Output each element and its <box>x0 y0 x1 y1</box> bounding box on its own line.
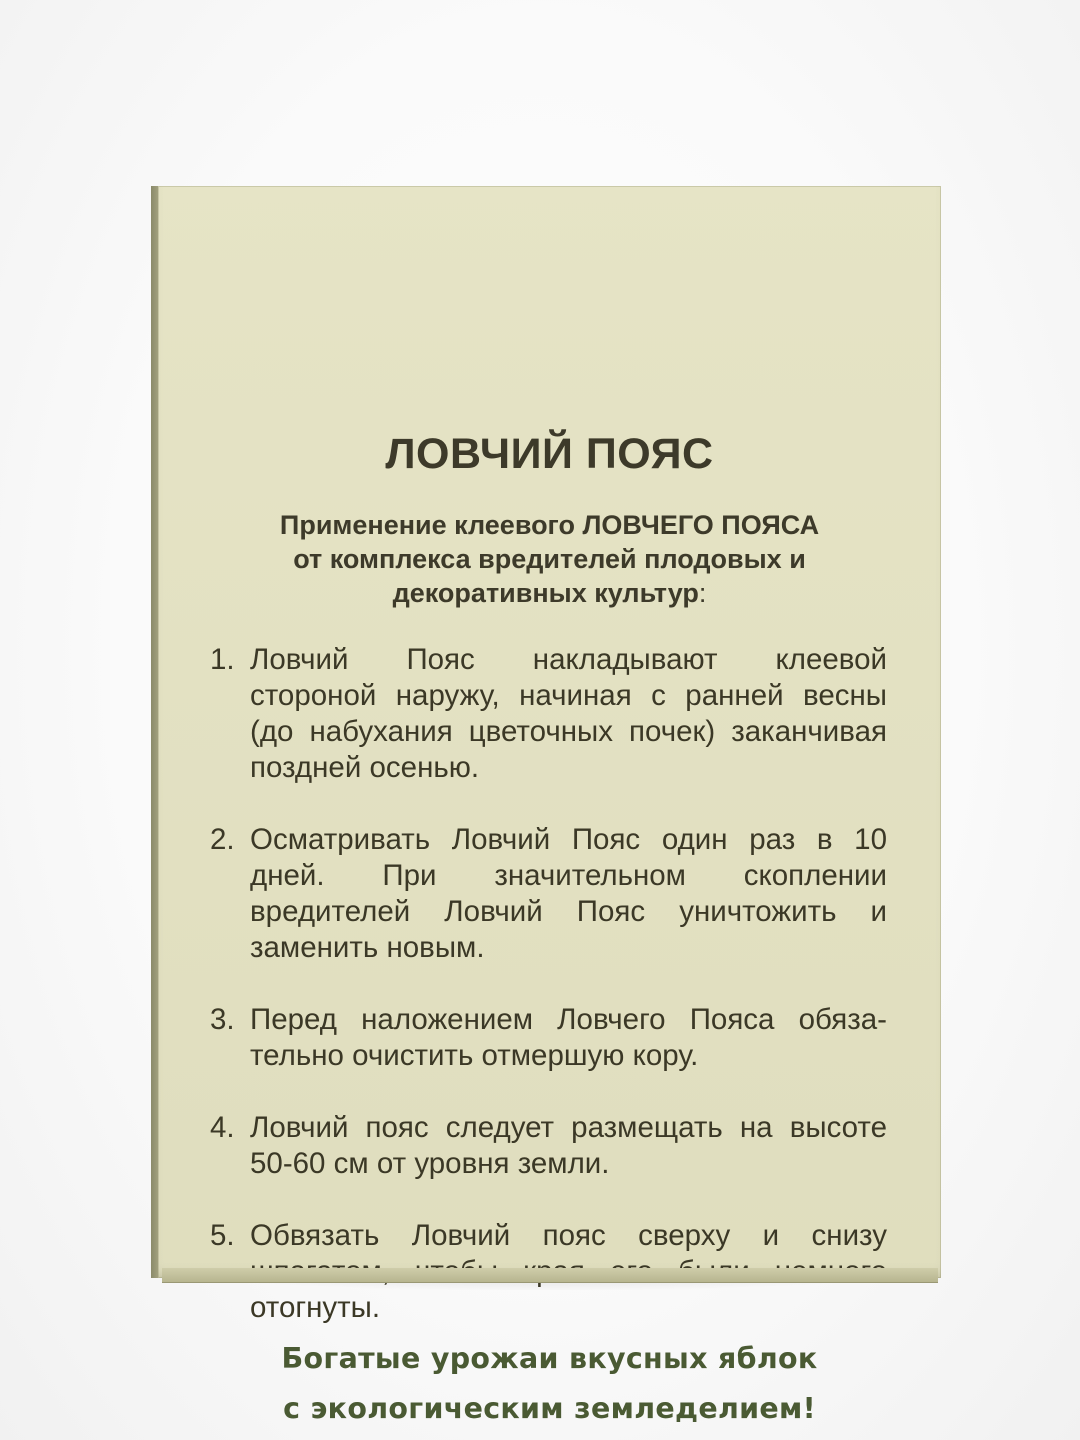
step-text-line: поздней осенью. <box>250 751 480 784</box>
step-text-line: Ловчий Пояс накладывают клеевой <box>250 643 887 676</box>
step-number: 3. <box>210 1003 235 1036</box>
subtitle-line: от комплекса вредителей плодовых и <box>293 544 806 574</box>
step-text-line: тельно очистить отмершую кору. <box>250 1039 699 1072</box>
label-title: ЛОВЧИЙ ПОЯС <box>385 430 714 478</box>
box-bottom-edge <box>162 1268 938 1283</box>
product-box <box>158 186 941 1425</box>
step-number: 4. <box>210 1111 235 1144</box>
label-subtitle <box>218 508 881 610</box>
subtitle-line-text: декоративных культур <box>392 578 699 608</box>
step-text-line: Осматривать Ловчий Пояс один раз в 10 <box>250 823 887 856</box>
slogan <box>158 1334 941 1434</box>
subtitle-line: Применение клеевого ЛОВЧЕГО ПОЯСА <box>279 510 820 540</box>
instruction-step <box>200 822 887 966</box>
subtitle-colon: : <box>698 578 707 608</box>
step-number: 1. <box>210 643 235 676</box>
slogan-line: Богатые урожаи вкусных яблок <box>281 1342 818 1375</box>
step-text-line: вредителей Ловчий Пояс уничтожить и <box>250 895 887 928</box>
step-text-line: стороной наружу, начиная с ранней весны <box>250 679 887 712</box>
step-text-line: Перед наложением Ловчего Пояса обяза- <box>250 1003 887 1036</box>
step-text-line: Обвязать Ловчий пояс сверху и снизу <box>250 1219 887 1252</box>
step-text-line: дней. При значительном скоплении <box>250 859 887 892</box>
step-number: 2. <box>210 823 235 856</box>
instruction-step <box>200 1002 887 1074</box>
instructions-list <box>200 642 887 1362</box>
instruction-step <box>200 642 887 786</box>
subtitle-line <box>218 576 881 610</box>
step-number: 5. <box>210 1219 235 1252</box>
step-text-line: 50-60 см от уровня земли. <box>250 1147 610 1180</box>
instruction-step <box>200 1110 887 1182</box>
slogan-line: с экологическим земледелием! <box>283 1392 816 1425</box>
step-text-line: (до набухания цветочных почек) заканчивая <box>250 715 887 748</box>
step-text-line: Ловчий пояс следует размещать на высоте <box>250 1111 887 1144</box>
step-text-line: заменить новым. <box>250 931 485 964</box>
step-text-line: отогнуты. <box>250 1291 381 1324</box>
